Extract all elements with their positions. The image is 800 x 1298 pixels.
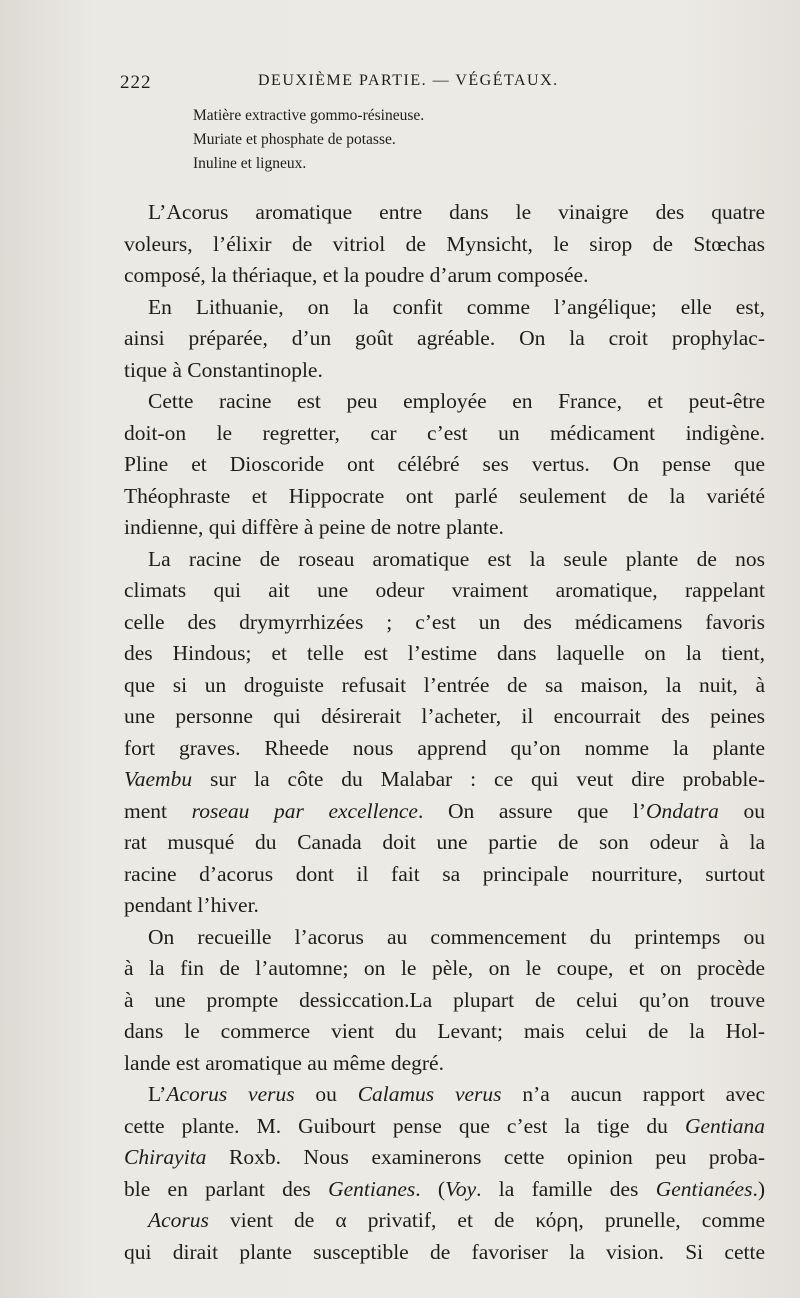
text-line: En Lithuanie, on la confit comme l’angélique; elle est, (148, 294, 765, 319)
text-line: racine d’acorus dont il fait sa principale nourriture, surtout (124, 861, 765, 886)
running-head (120, 72, 765, 102)
text-line: doit-on le regretter, car c’est un médicament indigène. (124, 420, 765, 445)
text-line: Chirayita Roxb. Nous examinerons cette opinion peu proba- (124, 1145, 765, 1169)
text-line: tique à Constantinople. (124, 357, 323, 382)
text-line: Théophraste et Hippocrate ont parlé seulement de la variété (124, 483, 765, 508)
text-line: La racine de roseau aromatique est la seule plante de nos (148, 546, 765, 571)
text-line: ment roseau par excellence. On assure que l’Ondatra ou (124, 798, 766, 823)
text-line: à la fin de l’automne; on le pèle, on le coupe, et on procède (124, 956, 765, 980)
composition-item: Matière extractive gommo-résineuse. (193, 107, 425, 124)
text-line: Acorus vient de α privatif, et de κόρη, prunelle, comme (148, 1208, 765, 1232)
running-title: DEUXIÈME PARTIE. — VÉGÉTAUX. (258, 72, 559, 89)
text-line: Cette racine est peu employée en France, et peut-être (148, 389, 765, 413)
text-line: indienne, qui diffère à peine de notre plante. (124, 515, 504, 539)
text-line: que si un droguiste refusait l’entrée de sa maison, la nuit, à (124, 672, 765, 697)
text-line: Vaembu sur la côte du Malabar : ce qui veut dire probable- (124, 767, 765, 791)
text-line: des Hindous; et telle est l’estime dans laquelle on la tient, (124, 641, 765, 665)
composition-item: Inuline et ligneux. (193, 155, 307, 172)
text-line: ble en parlant des Gentianes. (Voy. la famille des Gentianées.) (124, 1176, 765, 1201)
text-line: fort graves. Rheede nous apprend qu’on nomme la plante (124, 735, 765, 760)
text-line: Pline et Dioscoride ont célébré ses vertus. On pense que (124, 452, 765, 476)
text-line: ainsi préparée, d’un goût agréable. On la croit prophylac- (124, 326, 765, 350)
text-line: qui dirait plante susceptible de favoriser la vision. Si cette (124, 1239, 765, 1264)
text-line: rat musqué du Canada doit une partie de son odeur à la (124, 830, 765, 854)
text-line: L’Acorus verus ou Calamus verus n’a aucun rapport avec (148, 1082, 765, 1106)
text-line: à une prompte dessiccation.La plupart de celui qu’on trouve (124, 987, 765, 1012)
text-line: cette plante. M. Guibourt pense que c’est la tige du Gentiana (124, 1113, 765, 1138)
text-line: dans le commerce vient du Levant; mais celui de la Hol- (124, 1019, 765, 1043)
text-line: une personne qui désirerait l’acheter, il encourrait des peines (124, 704, 765, 728)
page-number: 222 (120, 72, 152, 93)
text-line: climats qui ait une odeur vraiment aromatique, rappelant (124, 578, 765, 602)
composition-list (193, 104, 424, 176)
text-line: celle des drymyrrhizées ; c’est un des médicamens favoris (124, 609, 765, 634)
text-line: voleurs, l’élixir de vitriol de Mynsicht, le sirop de Stœchas (124, 231, 765, 256)
text-line: lande est aromatique au même degré. (124, 1050, 444, 1075)
composition-item: Muriate et phosphate de potasse. (193, 131, 396, 148)
text-line: On recueille l’acorus au commencement du printemps ou (148, 924, 765, 949)
text-line: composé, la thériaque, et la poudre d’arum composée. (124, 263, 589, 287)
body-text (124, 197, 765, 1268)
text-line: L’Acorus aromatique entre dans le vinaigre des quatre (148, 200, 765, 224)
text-line: pendant l’hiver. (124, 893, 259, 917)
